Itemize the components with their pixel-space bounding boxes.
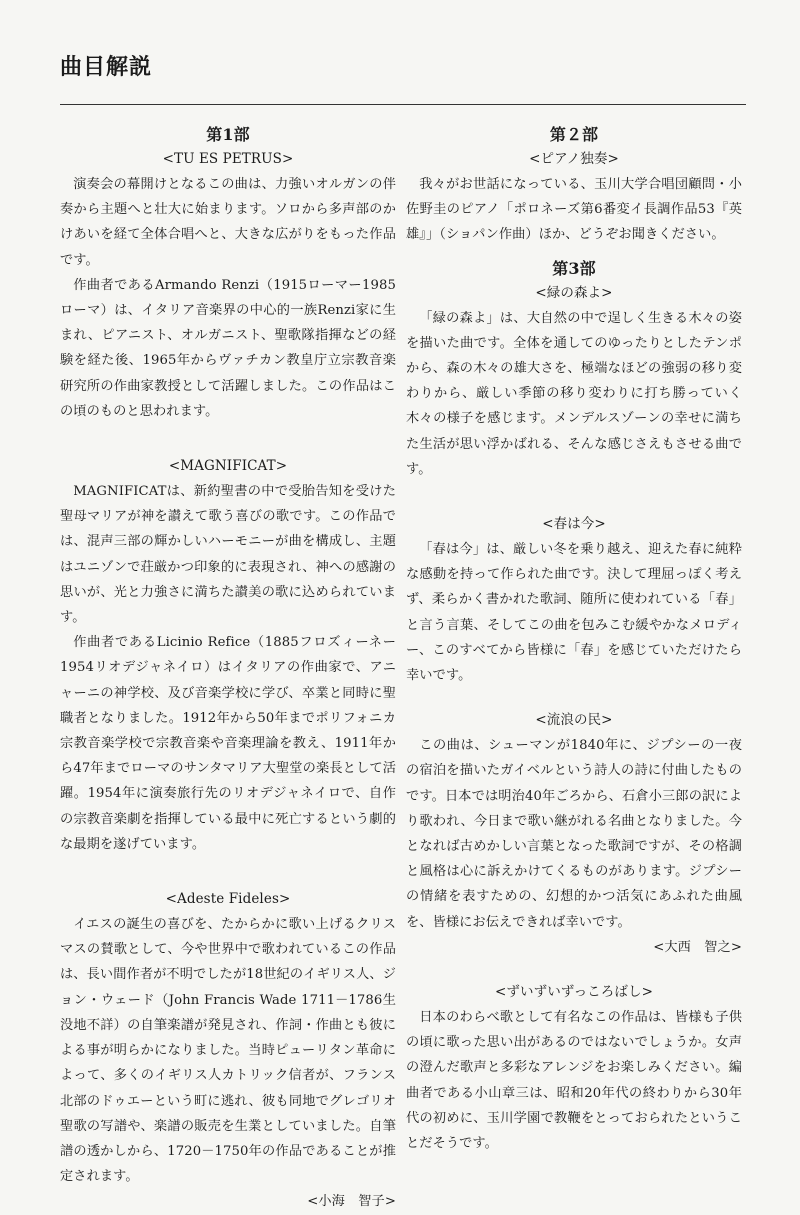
left-column [60, 122, 396, 1215]
piece-title-midori-no-mori: <緑の森よ> [535, 284, 613, 301]
tu-es-petrus-paragraph-1: 演奏会の幕開けとなるこの曲は、力強いオルガンの伴奏から主題へと壮大に始まります。ソロから多声部のかけあいを経て全体合唱へと、大きな広がりをもった作品です。 [60, 177, 396, 268]
piece-title-piano-solo: <ピアノ独奏> [529, 151, 619, 167]
part1-title: 第1部 [206, 125, 250, 144]
piece-title-magnificat: <MAGNIFICAT> [168, 458, 288, 475]
right-column [406, 122, 742, 1156]
piano-solo-paragraph: 我々がお世話になっている、玉川大学合唱団顧問・小佐野圭のピアノ「ポロネーズ第6番変イ長調作品53『英雄』」（ショパン作曲）ほか、どうぞお聞きください。 [406, 177, 742, 243]
part3-title: 第3部 [552, 258, 596, 278]
piece-title-zuizui-zukkorobashi: <ずいずいずっころばし> [494, 984, 653, 1001]
piece-title-ruro-no-tami: <流浪の民> [535, 712, 613, 729]
title-divider [60, 104, 746, 105]
midori-no-mori-paragraph: 「緑の森よ」は、大自然の中で逞しく生きる木々の姿を描いた曲です。全体を通してのゆったりとしたテンポから、森の木々の雄大さを、極端なほどの強弱の移り変わりから、厳しい季節の移り変わりに打ち勝っていく木々の様子を感じます。メンデルスゾーンの幸せに満ちた生活が思い浮かばれる、そんな感じさえもさせる曲です。 [406, 310, 742, 477]
piece-title-tu-es-petrus: <TU ES PETRUS> [162, 151, 294, 167]
piece-title-adeste-fideles: <Adeste Fideles> [165, 891, 291, 908]
part2-title: 第２部 [549, 125, 599, 144]
magnificat-paragraph-1: MAGNIFICATは、新約聖書の中で受胎告知を受けた聖母マリアが神を讃えて歌う喜びの歌です。この作品では、混声三部の輝かしいハーモニーが曲を構成し、主題はユニゾンで荘厳かつ印象的に表現され、神への感謝の思いが、光と力強さに満ちた讃美の歌に込められています。 [60, 484, 396, 626]
ruro-no-tami-paragraph: この曲は、シューマンが1840年に、ジプシーの一夜の宿泊を描いたガイベルという詩人の詩に付曲したものです。日本では明治40年ごろから、石倉小三郎の訳により歌われ、今日まで歌い継がれる名曲となりました。今となれば古めかしい言葉となった歌詞ですが、その格調と風格は心に訴えかけてくるものがあります。ジプシーの情緒を表すための、幻想的かつ活気にあふれた曲風を、皆様にお伝えできれば幸いです。 [406, 738, 742, 930]
author-signature-right: <大西 智之> [653, 939, 742, 955]
page-title: 曲目解説 [60, 54, 153, 80]
tu-es-petrus-paragraph-2: 作曲者であるArmando Renzi（1915ローマー1985ローマ）は、イタリア音楽界の中心的一族Renzi家に生まれ、ピアニスト、オルガニスト、聖歌隊指揮などの経験を経た後、1965年からヴァチカン教皇庁立宗教音楽研究所の作曲家教授として活躍しました。この作品はこの頃のものと思われます。 [60, 277, 396, 419]
author-signature-left: <小海 智子> [307, 1194, 396, 1210]
adeste-fideles-paragraph-1: イエスの誕生の喜びを、たからかに歌い上げるクリスマスの賛歌として、今や世界中で歌われているこの作品は、長い間作者が不明でしたが18世紀のイギリス人、ジョン・ウェード（John Francis Wade 1711－1786生没地不詳）の自筆楽譜が発見され、作詞・作曲とも彼による事が明らかになりました。当時ピューリタン革命によって、多くのイギリス人カトリック信者が、フランス北部のドゥエーという町に逃れ、彼も同地でグレゴリオ聖歌の写譜や、楽譜の販売を生業としていました。自筆譜の透かしから、1720－1750年の作品であることが推定されます。 [60, 917, 396, 1185]
magnificat-paragraph-2: 作曲者であるLicinio Refice（1885フロズィーネー1954リオデジャネイロ）はイタリアの作曲家で、アニャーニの神学校、及び音楽学校に学び、卒業と同時に聖職者となりました。1912年から50年までポリフォニカ宗教音楽学校で宗教音楽や音楽理論を教え、1911年から47年までローマのサンタマリア大聖堂の楽長として活躍。1954年に演奏旅行先のリオデジャネイロで、自作の宗教音楽劇を指揮している最中に死亡するという劇的な最期を遂げています。 [60, 635, 396, 852]
haru-wa-ima-paragraph: 「春は今」は、厳しい冬を乗り越え、迎えた春に純粋な感動を持って作られた曲です。決して理屈っぽく考えず、柔らかく書かれた歌詞、随所に使われている「春」と言う言葉、そしてこの曲を包みこむ緩やかなメロディー、このすべてから皆様に「春」を感じていただけたら幸いです。 [406, 542, 742, 684]
zuizui-zukkorobashi-paragraph: 日本のわらべ歌として有名なこの作品は、皆様も子供の頃に歌った思い出があるのではないでしょうか。女声の澄んだ歌声と多彩なアレンジをお楽しみください。編曲者である小山章三は、昭和20年代の終わりから30年代の初めに、玉川学園で教鞭をとっておられたということだそうです。 [406, 1010, 742, 1152]
piece-title-haru-wa-ima: <春は今> [542, 516, 606, 533]
